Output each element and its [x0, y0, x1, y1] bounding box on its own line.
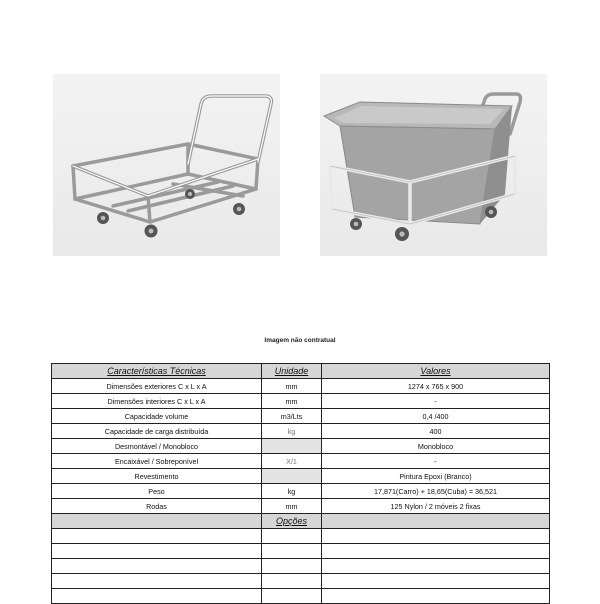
row-label: Capacidade de carga distribuída [52, 424, 262, 439]
empty-cell [262, 544, 322, 559]
row-label: Dimensões interiores C x L x A [52, 394, 262, 409]
row-unit: mm [262, 394, 322, 409]
row-value: 17,871(Carro) + 18,65(Cuba) = 36,521 [322, 484, 550, 499]
tub-cart-image [320, 74, 547, 256]
empty-cell [52, 589, 262, 604]
empty-option-row [52, 559, 550, 574]
image-disclaimer: Imagem não contratual [264, 337, 336, 344]
empty-cell [262, 574, 322, 589]
cart-frame-illustration [53, 74, 280, 256]
empty-cell [322, 544, 550, 559]
row-unit: mm [262, 499, 322, 514]
header-values: Valores [322, 364, 550, 379]
row-value: 1274 x 765 x 900 [322, 379, 550, 394]
empty-option-row [52, 589, 550, 604]
row-value: Monobloco [322, 439, 550, 454]
empty-cell [52, 529, 262, 544]
options-spacer-right [322, 514, 550, 529]
table-row [52, 484, 550, 499]
empty-option-row [52, 529, 550, 544]
row-unit [262, 439, 322, 454]
row-label: Rodas [52, 499, 262, 514]
empty-option-row [52, 574, 550, 589]
empty-cell [52, 559, 262, 574]
frame-cart-image [53, 74, 280, 256]
row-unit: mm [262, 379, 322, 394]
table-row [52, 454, 550, 469]
empty-cell [52, 574, 262, 589]
table-row [52, 469, 550, 484]
row-unit: kg [262, 424, 322, 439]
row-value: - [322, 454, 550, 469]
options-spacer-left [52, 514, 262, 529]
row-label: Capacidade volume [52, 409, 262, 424]
options-label: Opções [262, 514, 322, 529]
empty-cell [262, 589, 322, 604]
row-unit: X/1 [262, 454, 322, 469]
row-value: 0,4 /400 [322, 409, 550, 424]
empty-cell [262, 559, 322, 574]
empty-option-row [52, 544, 550, 559]
row-value: - [322, 394, 550, 409]
cart-with-tub-illustration [320, 74, 547, 256]
table-row [52, 424, 550, 439]
empty-cell [322, 589, 550, 604]
row-unit: m3/Lts [262, 409, 322, 424]
table-row [52, 394, 550, 409]
table-row [52, 379, 550, 394]
row-unit [262, 469, 322, 484]
row-unit: kg [262, 484, 322, 499]
empty-cell [52, 544, 262, 559]
row-label: Revestimento [52, 469, 262, 484]
header-unit: Unidade [262, 364, 322, 379]
row-label: Peso [52, 484, 262, 499]
specifications-table [51, 363, 550, 604]
row-value: Pintura Epoxi (Branco) [322, 469, 550, 484]
row-value: 400 [322, 424, 550, 439]
row-label: Encaixável / Sobreponível [52, 454, 262, 469]
table-row [52, 409, 550, 424]
header-characteristics: Características Técnicas [52, 364, 262, 379]
empty-cell [322, 559, 550, 574]
empty-cell [322, 529, 550, 544]
row-label: Desmontável / Monobloco [52, 439, 262, 454]
table-row [52, 499, 550, 514]
options-header-row [52, 514, 550, 529]
empty-cell [262, 529, 322, 544]
row-value: 125 Nylon / 2 móveis 2 fixas [322, 499, 550, 514]
row-label: Dimensões exteriores C x L x A [52, 379, 262, 394]
table-header-row [52, 364, 550, 379]
table-row [52, 439, 550, 454]
empty-cell [322, 574, 550, 589]
